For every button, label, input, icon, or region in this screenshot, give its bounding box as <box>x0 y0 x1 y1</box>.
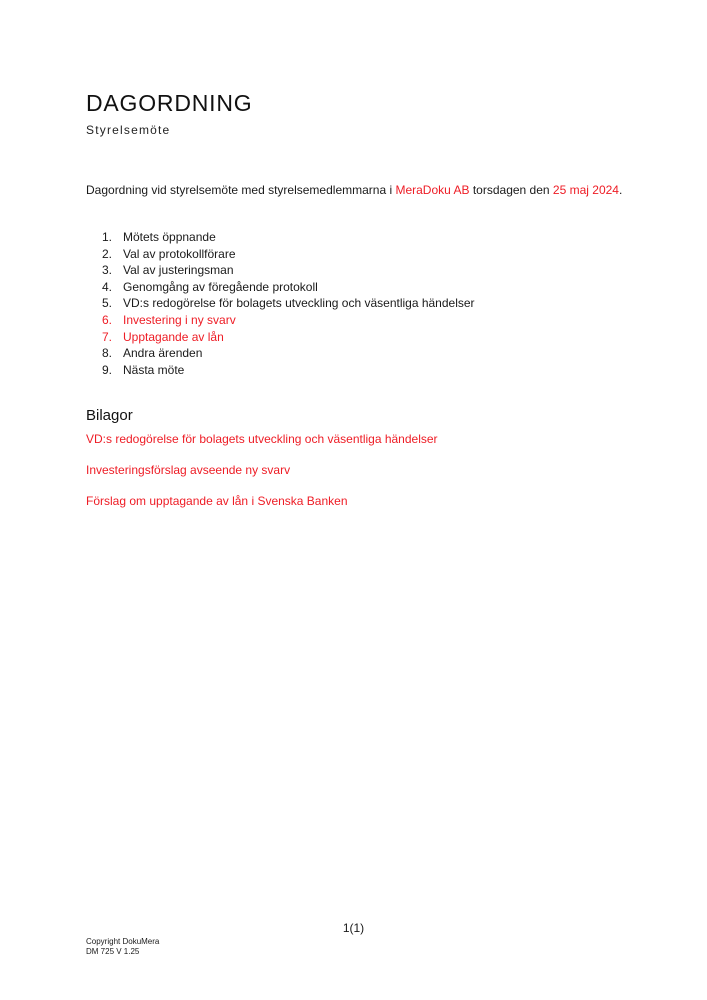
attachment-item: VD:s redogörelse för bolagets utveckling och väsentliga händelser <box>86 432 438 446</box>
agenda-item <box>86 262 475 279</box>
intro-text-3: . <box>618 183 623 197</box>
agenda-item-text: Upptagande av lån <box>123 329 224 344</box>
attachments-heading: Bilagor <box>86 407 133 424</box>
intro-paragraph <box>86 181 631 199</box>
agenda-item-number: 3. <box>101 263 112 278</box>
footer <box>86 937 159 957</box>
agenda-item-number: 9. <box>101 362 112 377</box>
footer-copyright: Copyright DokuMera <box>86 937 160 946</box>
agenda-item <box>86 229 475 246</box>
agenda-item-number: 1. <box>101 230 112 244</box>
page-number: 1(1) <box>342 921 365 935</box>
intro-text-2: torsdagen den <box>469 183 553 197</box>
agenda-item-number: 6. <box>101 312 112 327</box>
agenda-item-number: 4. <box>101 279 112 294</box>
agenda-item-text: Genomgång av föregående protokoll <box>123 279 318 294</box>
intro-text-1: Dagordning vid styrelsemöte med styrelsemedlemmarna i <box>86 183 396 197</box>
agenda-item-number: 7. <box>101 329 112 344</box>
document-subtitle: Styrelsemöte <box>86 123 171 137</box>
agenda-item <box>86 246 475 263</box>
footer-version: DM 725 V 1.25 <box>86 947 140 956</box>
agenda-item-text: VD:s redogörelse för bolagets utveckling och väsentliga händelser <box>123 296 475 311</box>
agenda-item <box>86 362 475 379</box>
document-title: DAGORDNING <box>86 90 253 116</box>
agenda-item-text: Val av protokollförare <box>123 246 236 261</box>
agenda-item-text: Investering i ny svarv <box>123 312 236 327</box>
agenda-item <box>86 279 475 296</box>
agenda-item-highlighted <box>86 329 475 346</box>
attachment-item: Investeringsförslag avseende ny svarv <box>86 463 291 477</box>
agenda-item-text: Mötets öppnande <box>123 230 216 244</box>
agenda-item-number: 8. <box>101 346 112 361</box>
attachment-item: Förslag om upptagande av lån i Svenska Banken <box>86 494 348 508</box>
agenda-item-text: Val av justeringsman <box>123 263 234 278</box>
agenda-item-highlighted <box>86 312 475 329</box>
agenda-list <box>86 229 475 378</box>
agenda-item-text: Andra ärenden <box>123 346 203 361</box>
agenda-item <box>86 295 475 312</box>
agenda-item-number: 5. <box>101 296 112 311</box>
company-name: MeraDoku AB <box>395 183 470 197</box>
meeting-date: 25 maj 2024 <box>552 183 619 197</box>
agenda-item-number: 2. <box>101 246 112 261</box>
agenda-item-text: Nästa möte <box>123 362 185 377</box>
agenda-item <box>86 345 475 362</box>
